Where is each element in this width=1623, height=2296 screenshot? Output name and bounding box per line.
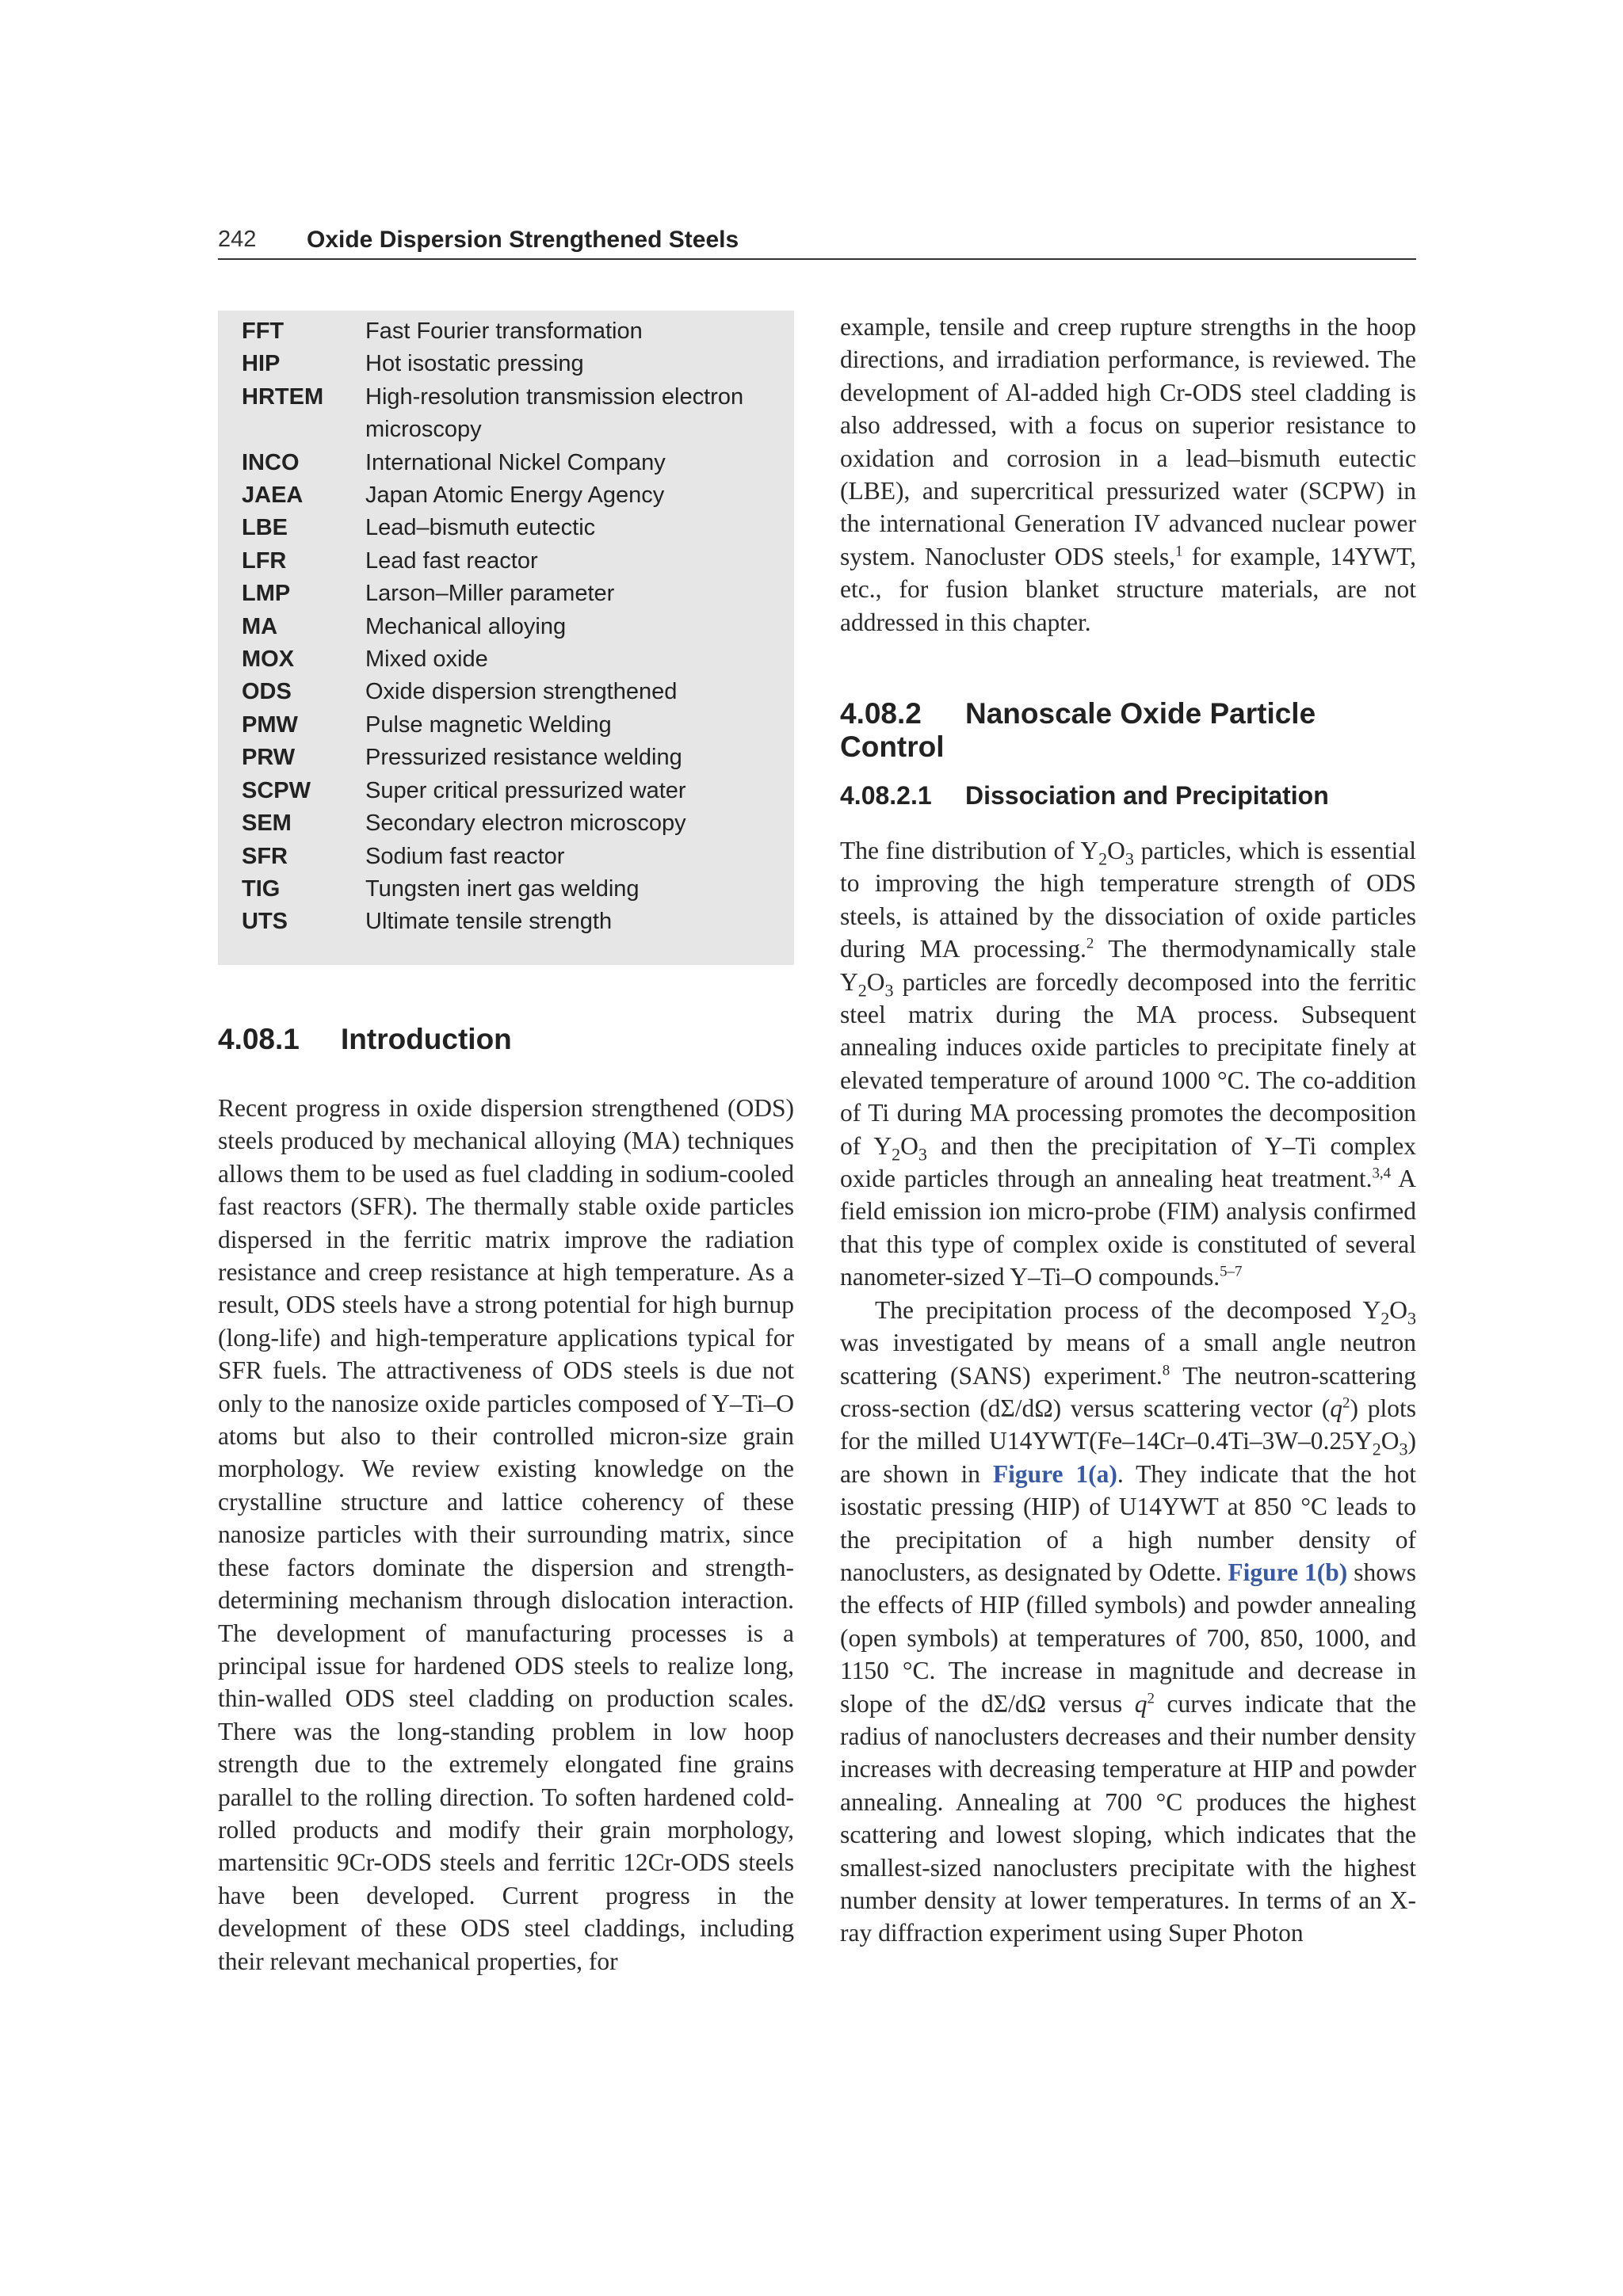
- abbreviation-key: HRTEM: [242, 383, 324, 410]
- subsection-number: 4.08.2.1: [840, 781, 932, 810]
- abbreviation-row: [218, 315, 794, 348]
- left-column-text: [218, 1092, 794, 1978]
- abbreviation-key: INCO: [242, 449, 300, 475]
- intro-paragraph: Recent progress in oxide dispersion strengthened (ODS) steels produced by mechanical alloying (MA) techniques allows them to be used as fuel cladding in sodium-cooled fast reactors (SFR). The thermally stable oxide particles dispersed in the ferritic matrix improve the radiation resistance and creep resistance at high temperature. As a result, ODS steels have a strong potential for high burnup (long-life) and high-temperature applications typical for SFR fuels. The attractiveness of ODS steels is due not only to the nanosize oxide particles composed of Y–Ti–O atoms but also to their controlled micron-size grain morphology. We review existing knowledge on the crystalline structure and lattice coherency of these nanosize particles with their surrounding matrix, since these factors dominate the dispersion and strength-determining mechanism through dislocation interaction. The development of manufacturing processes is a principal issue for hardened ODS steels to realize long, thin-walled ODS steel cladding on production scales. There was the long-standing problem in low hoop strength due to the extremely elongated fine grains parallel to the rolling direction. To soften hardened cold-rolled products and modify their grain morphology, martensitic 9Cr-ODS steels and ferritic 12Cr-ODS steels have been developed. Current progress in the development of these ODS steel claddings, including their relevant mechanical properties, for: [218, 1094, 794, 1975]
- abbreviation-row: [218, 512, 794, 544]
- abbreviation-definition: International Nickel Company: [365, 449, 666, 475]
- section-number: 4.08.1: [218, 1023, 300, 1055]
- abbreviation-row: [218, 709, 794, 742]
- page-number: 242: [218, 227, 257, 252]
- right-column-dissociation-text: [840, 834, 1416, 1950]
- abbreviation-key: JAEA: [242, 482, 304, 509]
- reference-3-4[interactable]: 3,4: [1372, 1165, 1392, 1182]
- abbreviation-definition: Super critical pressurized water: [365, 777, 686, 803]
- reference-5-7[interactable]: 5–7: [1220, 1263, 1243, 1280]
- abbreviation-row: [218, 479, 794, 512]
- abbreviation-key: TIG: [242, 875, 281, 902]
- abbreviation-row: [218, 381, 794, 447]
- figure-1a-link[interactable]: Figure 1(a): [992, 1459, 1117, 1488]
- abbreviation-definition: Fast Fourier transformation: [365, 318, 643, 344]
- abbreviation-row: [218, 742, 794, 774]
- dissociation-paragraph-1: The fine distribution of $Y_2O_3$ particles, which is essential to improving the high temperature strength of ODS steels, is attained by the dissociation of oxide particles during MA processing.$^2$ The thermodynamically stale $Y_2O_3$ particles are forcedly decomposed into the ferritic steel matrix during the MA process. Subsequent annealing induces oxide particles to precipitate finely at elevated temperature of around 1000 °C. The co-addition of Ti during MA processing promotes the decomposition of $Y_2O_3$ and then the precipitation of Y–Ti complex oxide particles through an annealing heat treatment.$^{3,4}$ A field emission ion micro-probe (FIM) analysis confirmed that this type of complex oxide is constituted of several nanometer-sized Y–Ti–O compounds.$^{5-7}$: [840, 837, 1416, 1291]
- abbreviation-key: PMW: [242, 711, 298, 738]
- abbreviation-row: [218, 807, 794, 840]
- abbreviation-definition: Tungsten inert gas welding: [365, 875, 640, 902]
- running-header: [218, 223, 1416, 260]
- abbreviation-key: HIP: [242, 351, 281, 377]
- abbreviation-key: SCPW: [242, 777, 311, 803]
- abbreviation-key: FFT: [242, 318, 285, 344]
- abbreviation-definition: Sodium fast reactor: [365, 843, 565, 869]
- abbreviation-definition: Pulse magnetic Welding: [365, 711, 612, 738]
- abbreviation-key: ODS: [242, 679, 292, 705]
- subsection-heading-dissociation: [840, 781, 1329, 810]
- section-title: Introduction: [341, 1023, 512, 1055]
- abbreviation-definition: Pressurized resistance welding: [365, 745, 682, 771]
- abbreviation-row: [218, 545, 794, 578]
- abbreviation-key: SFR: [242, 843, 288, 869]
- abbreviation-definition: Mixed oxide: [365, 646, 488, 673]
- abbreviation-definition: Ultimate tensile strength: [365, 909, 613, 935]
- abbreviation-definition: Japan Atomic Energy Agency: [365, 482, 665, 509]
- abbreviation-definition: Oxide dispersion strengthened: [365, 679, 678, 705]
- abbreviation-row: [218, 775, 794, 807]
- section-number: 4.08.2: [840, 697, 922, 730]
- section-heading-introduction: [218, 1023, 512, 1056]
- abbreviation-definition: Mechanical alloying: [365, 613, 567, 639]
- abbreviation-key: LFR: [242, 547, 287, 574]
- abbreviation-key: SEM: [242, 810, 292, 837]
- abbreviation-key: PRW: [242, 745, 296, 771]
- abbreviation-row: [218, 348, 794, 380]
- abbreviation-key: UTS: [242, 909, 288, 935]
- abbreviation-definition: Lead–bismuth eutectic: [365, 515, 596, 541]
- intro-continuation-paragraph: example, tensile and creep rupture strengths in the hoop directions, and irradiation performance, is reviewed. The development of Al-added high Cr-ODS steel cladding is also addressed, with a focus on superior resistance to oxidation and corrosion in a lead–bismuth eutectic (LBE), and supercritical pressurized water (SCPW) in the international Generation IV advanced nuclear power system. Nanocluster ODS steels,$^1$ for example, 14YWT, etc., for fusion blanket structure materials, are not addressed in this chapter.: [840, 313, 1416, 636]
- abbreviation-definition: Hot isostatic pressing: [365, 351, 584, 377]
- abbreviation-definition: High-resolution transmission electron microscopy: [365, 383, 744, 443]
- abbreviation-key: LBE: [242, 515, 288, 541]
- abbreviation-definition: Larson–Miller parameter: [365, 581, 615, 607]
- reference-8[interactable]: 8: [1162, 1362, 1170, 1379]
- section-title: Nanoscale Oxide Particle Control: [840, 697, 1316, 763]
- abbreviation-row: [218, 841, 794, 873]
- abbreviation-row: [218, 611, 794, 643]
- abbreviation-row: [218, 643, 794, 676]
- abbreviation-row: [218, 906, 794, 938]
- section-heading-nanoscale: [840, 697, 1395, 764]
- abbreviation-definition: Secondary electron microscopy: [365, 810, 686, 837]
- abbreviation-key: LMP: [242, 581, 291, 607]
- subsection-title: Dissociation and Precipitation: [965, 781, 1329, 810]
- abbreviation-row: [218, 578, 794, 610]
- abbreviation-definition: Lead fast reactor: [365, 547, 538, 574]
- right-column-intro-continuation: [840, 311, 1416, 639]
- reference-2[interactable]: 2: [1086, 935, 1094, 952]
- abbreviation-key: MOX: [242, 646, 295, 673]
- abbreviation-row: [218, 447, 794, 479]
- abbreviations-table: [218, 315, 794, 939]
- abbreviation-key: MA: [242, 613, 278, 639]
- abbreviation-row: [218, 676, 794, 708]
- abbreviations-box: [218, 311, 794, 965]
- reference-1[interactable]: 1: [1174, 543, 1183, 560]
- dissociation-paragraph-2: The precipitation process of the decomposed $Y_2O_3$ was investigated by means of a small angle neutron scattering (SANS) experiment.$^8$ The neutron-scattering cross-section (dΣ/dΩ) versus scattering vector $(q^2)$ plots for the milled $U14YWT(Fe-14Cr-0.4Ti-3W-0.25Y_2O_3)$ are shown in Figure 1(a). They indicate that the hot isostatic pressing (HIP) of U14YWT at 850 °C leads to the precipitation of a high number density of nanoclusters, as designated by Odette. Figure 1(b) shows the effects of HIP (filled symbols) and powder annealing (open symbols) at temperatures of 700, 850, 1000, and 1150 °C. The increase in magnitude and decrease in slope of the dΣ/dΩ versus $q^2$ curves indicate that the radius of nanoclusters decreases and their number density increases with decreasing temperature at HIP and powder annealing. Annealing at 700 °C produces the highest scattering and lowest sloping, which indicates that the smallest-sized nanoclusters precipitate with the highest number density at lower temperatures. In terms of an X-ray diffraction experiment using Super Photon: [840, 1295, 1417, 1947]
- running-title: Oxide Dispersion Strengthened Steels: [307, 227, 739, 253]
- figure-1b-link[interactable]: Figure 1(b): [1228, 1558, 1348, 1586]
- abbreviation-row: [218, 873, 794, 906]
